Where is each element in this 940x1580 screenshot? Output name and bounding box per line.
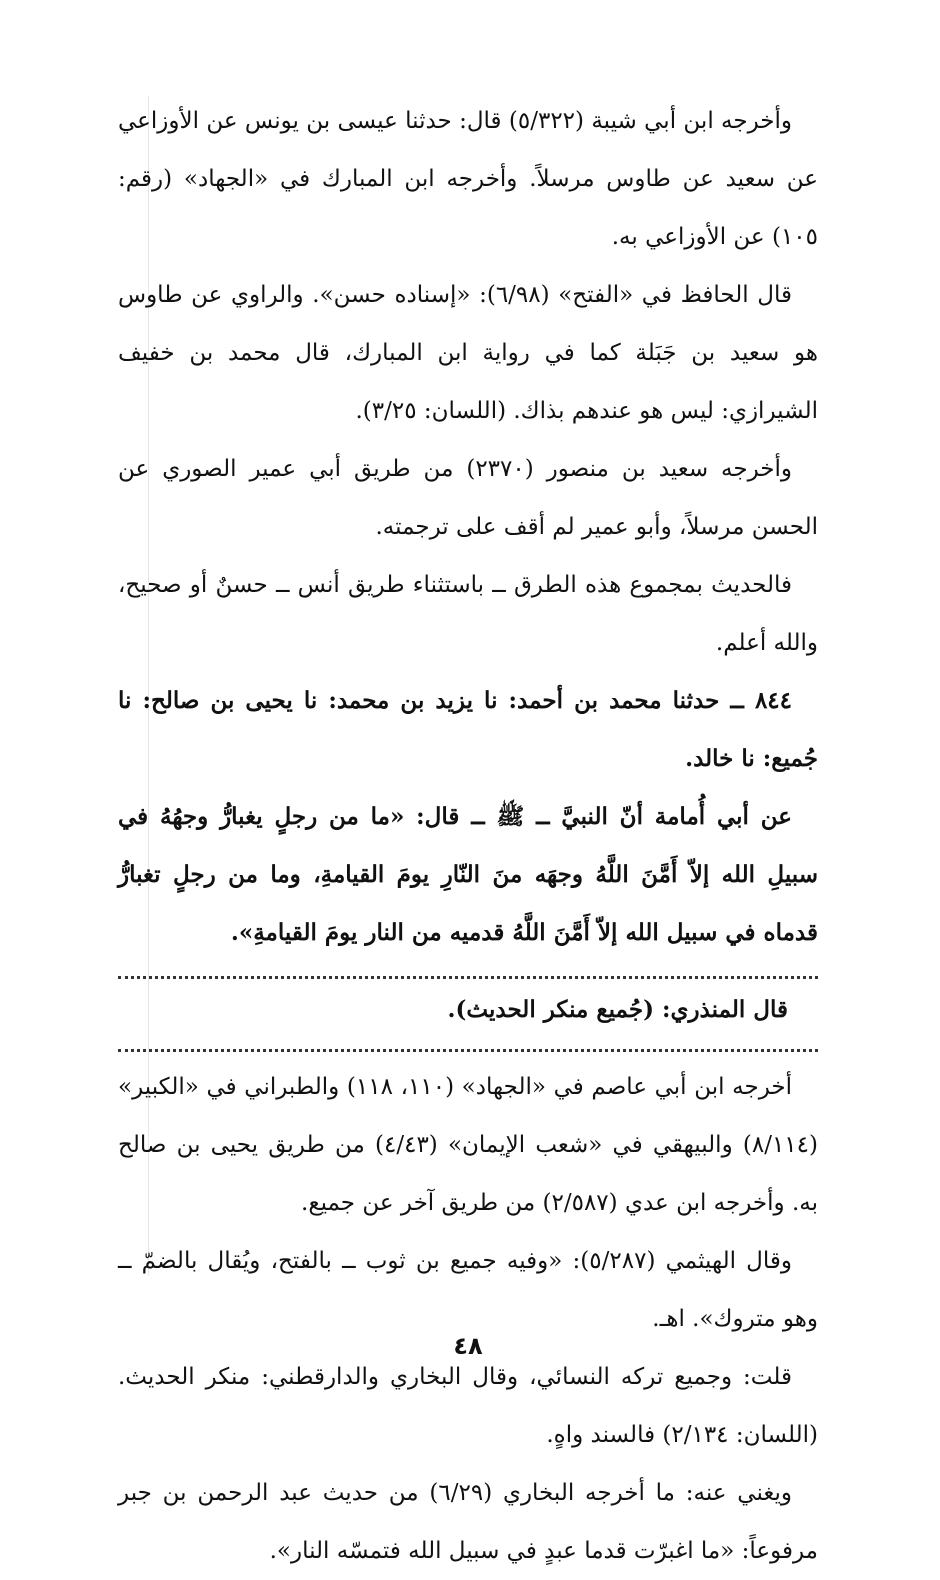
paragraph-hafiz-fath: قال الحافظ في «الفتح» (٦/٩٨): «إسناده حسن». والراوي عن طاوس هو سعيد بن جَبَلة كما في رواية ابن المبارك، قال محمد بن خفيف الشيرازي: ليس هو عندهم بذاك. (اللسان: ٣/٢٥).: [118, 282, 818, 424]
dotted-divider-top: [118, 964, 818, 979]
commentary-bottom: [118, 1058, 818, 1580]
hadith-isnad: ٨٤٤ ــ حدثنا محمد بن أحمد: نا يزيد بن محمد: نا يحيى بن صالح: نا جُميع: نا خالد.: [118, 687, 818, 772]
paragraph-conclusion: فالحديث بمجموع هذه الطرق ــ باستثناء طريق أنس ــ حسنٌ أو صحيح، والله أعلم.: [118, 572, 818, 656]
paragraph-note-jumay: قلت: وجميع تركه النسائي، وقال البخاري والدارقطني: منكر الحديث. (اللسان: ٢/١٣٤) فالسند واهٍ.: [118, 1364, 818, 1448]
mundhiri-note: قال المنذري: (جُميع منكر الحديث).: [447, 996, 788, 1023]
paragraph-bukhari: ويغني عنه: ما أخرجه البخاري (٦/٢٩) من حديث عبد الرحمن بن جبر مرفوعاً: «ما اغبرّت قدما عبدٍ في سبيل الله فتمسّه النار».: [118, 1480, 818, 1564]
paragraph-ibn-abi-asim: أخرجه ابن أبي عاصم في «الجهاد» (١١٠، ١١٨) والطبراني في «الكبير» (٨/١١٤) والبيهقي في «شعب الإيمان» (٤/٤٣) من طريق يحيى بن صالح به. وأخرجه ابن عدي (٢/٥٨٧) من طريق آخر عن جميع.: [118, 1074, 818, 1216]
book-page: [118, 92, 818, 1564]
paragraph-takhrij-ibn-abi-shayba: وأخرجه ابن أبي شيبة (٥/٣٢٢) قال: حدثنا عيسى بن يونس عن الأوزاعي عن سعيد عن طاوس مرسلاً. وأخرجه ابن المبارك في «الجهاد» (رقم: ١٠٥) عن الأوزاعي به.: [118, 108, 818, 250]
hadith-block: [118, 672, 818, 962]
dotted-divider-bottom: [118, 1037, 818, 1052]
hadith-matn: عن أبي أُمامة أنّ النبيَّ ــ ﷺ ــ قال: «ما من رجلٍ يغبارُّ وجهُهُ في سبيلِ الله إلاّ أَمَّنَ اللَّهُ وجهَه منَ النّارِ يومَ القيامةِ، وما من رجلٍ تغبارُّ قدماه في سبيل الله إلاّ أَمَّنَ اللَّهُ قدميه من النار يومَ القيامةِ».: [118, 803, 818, 946]
paragraph-said-ibn-mansur: وأخرجه سعيد بن منصور (٢٣٧٠) من طريق أبي عمير الصوري عن الحسن مرسلاً، وأبو عمير لم أقف على ترجمته.: [118, 456, 818, 540]
paragraph-haythami: وقال الهيثمي (٥/٢٨٧): «وفيه جميع بن ثوب ــ بالفتح، ويُقال بالضمّ ــ وهو متروك». اهـ.: [118, 1248, 818, 1332]
commentary-top: [118, 92, 818, 672]
page-number: ٤٨: [453, 1332, 483, 1360]
